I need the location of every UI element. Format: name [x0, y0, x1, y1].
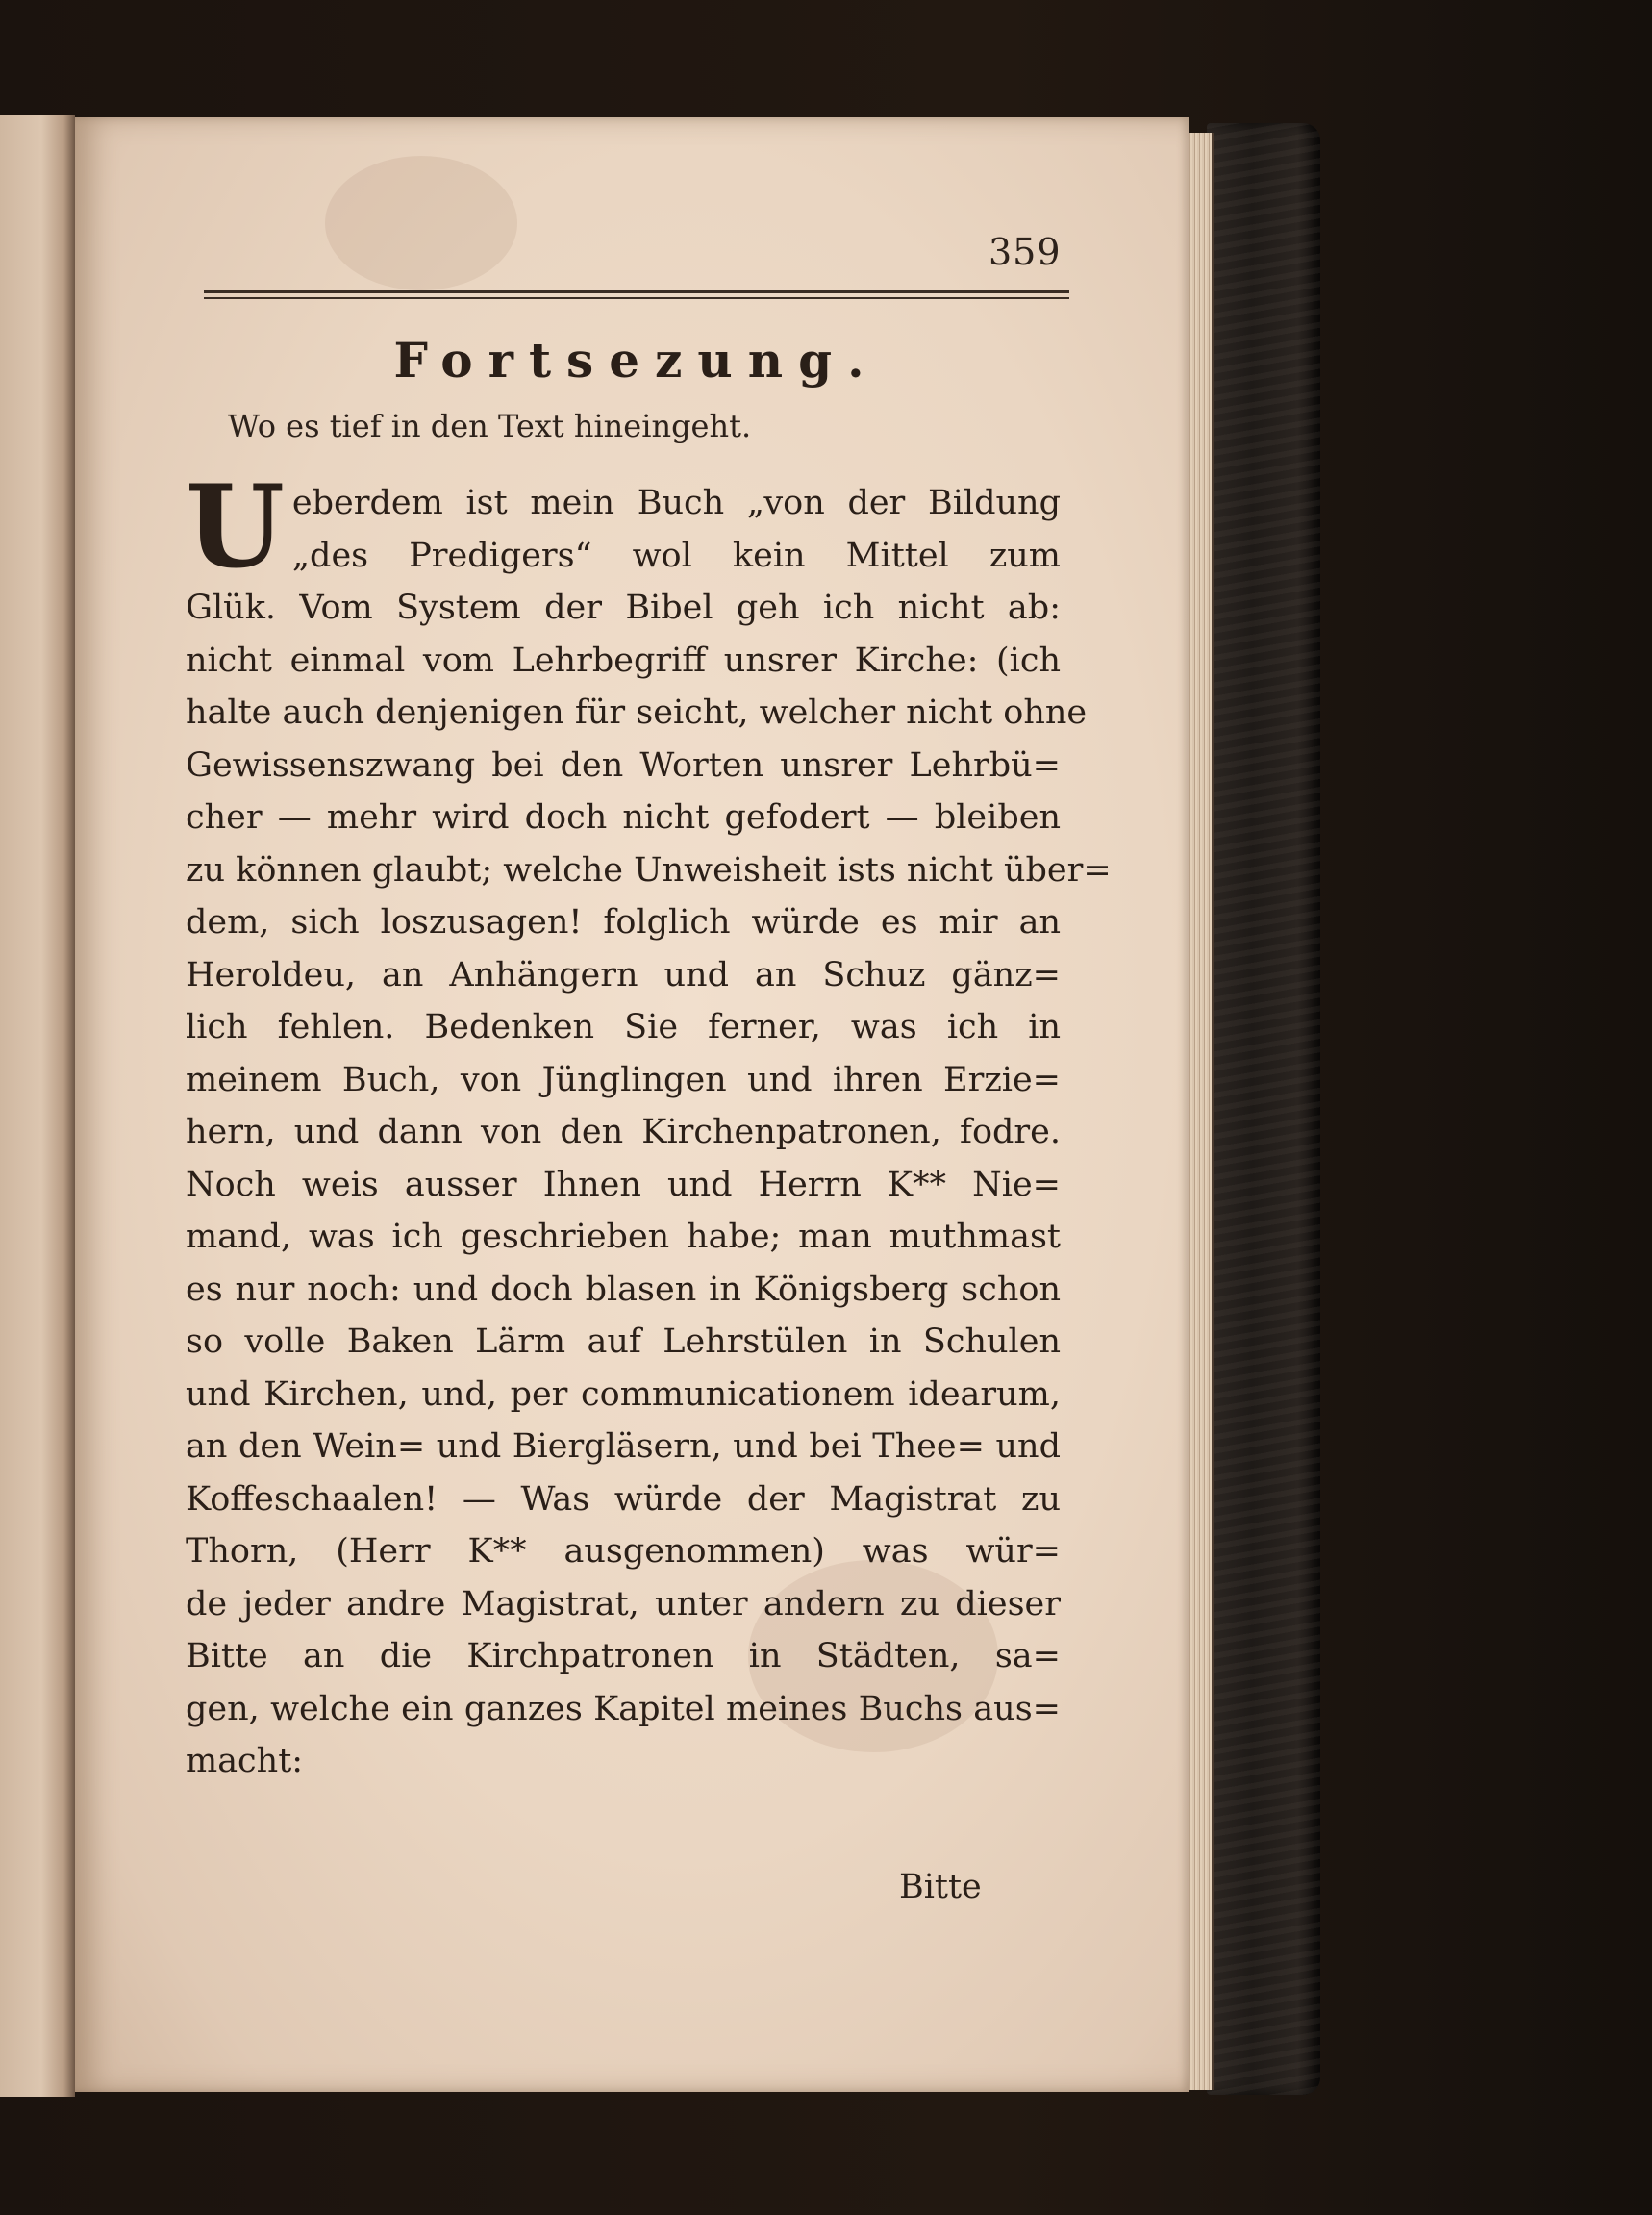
text-line: Noch weis ausser Ihnen und Herrn K** Nie=	[186, 1165, 1061, 1204]
header-rule	[204, 290, 1069, 299]
text-line: an den Wein= und Biergläsern, und bei Thee= und	[186, 1427, 1061, 1466]
text-line: de jeder andre Magistrat, unter andern zu dieser	[186, 1584, 1061, 1623]
text-line: mand, was ich geschrieben habe; man muthmast	[186, 1218, 1061, 1256]
initial-letter: U	[186, 477, 285, 582]
text-line: Gewissenszwang bei den Worten unsrer Lehrbü=	[186, 745, 1061, 785]
text-line: nicht einmal vom Lehrbegriff unsrer Kirche: (ich	[186, 641, 1061, 680]
chapter-subheading: Wo es tief in den Text hineingeht.	[228, 408, 752, 444]
text-line: eberdem ist mein Buch „von der Bildung	[291, 484, 1061, 522]
text-line: Glük. Vom System der Bibel geh ich nicht ab:	[186, 589, 1061, 627]
text-line: cher — mehr wird doch nicht gefodert — bleiben	[186, 798, 1061, 837]
facing-page-edge	[0, 115, 75, 2097]
text-line: macht:	[186, 1742, 304, 1780]
text-line: halte auch denjenigen für seicht, welcher nicht ohne	[186, 693, 1088, 732]
text-line: dem, sich loszusagen! folglich würde es mir an	[186, 903, 1061, 942]
text-line: meinem Buch, von Jünglingen und ihren Erzie=	[186, 1060, 1061, 1099]
text-line: Thorn, (Herr K** ausgenommen) was wür=	[186, 1532, 1061, 1571]
text-line: gen, welche ein ganzes Kapitel meines Buchs aus=	[186, 1689, 1061, 1728]
catchword: Bitte	[899, 1868, 982, 1906]
text-line: zu können glaubt; welche Unweisheit ists nicht über=	[186, 850, 1112, 890]
chapter-heading: Fortsezung.	[393, 332, 880, 389]
text-line: Bitte an die Kirchpatronen in Städten, sa=	[186, 1637, 1061, 1675]
text-line: Koffeschaalen! — Was würde der Magistrat zu	[186, 1479, 1061, 1519]
text-line: „des Predigers“ wol kein Mittel zum	[291, 536, 1061, 575]
text-line: es nur noch: und doch blasen in Königsberg schon	[186, 1270, 1061, 1309]
text-line: hern, und dann von den Kirchenpatronen, fodre.	[186, 1113, 1061, 1151]
body-text	[186, 477, 1112, 1788]
page-number: 359	[989, 231, 1062, 273]
opening-paragraph	[186, 477, 1061, 582]
text-line: so volle Baken Lärm auf Lehrstülen in Schulen	[186, 1322, 1061, 1361]
text-line: und Kirchen, und, per communicationem idearum,	[186, 1374, 1061, 1414]
text-lines	[186, 582, 1112, 1788]
text-line: lich fehlen. Bedenken Sie ferner, was ich in	[186, 1008, 1061, 1046]
book-cover-edge	[1207, 123, 1320, 2095]
paper-stain	[325, 156, 517, 290]
text-line: Heroldeu, an Anhängern und an Schuz gänz=	[186, 955, 1061, 994]
